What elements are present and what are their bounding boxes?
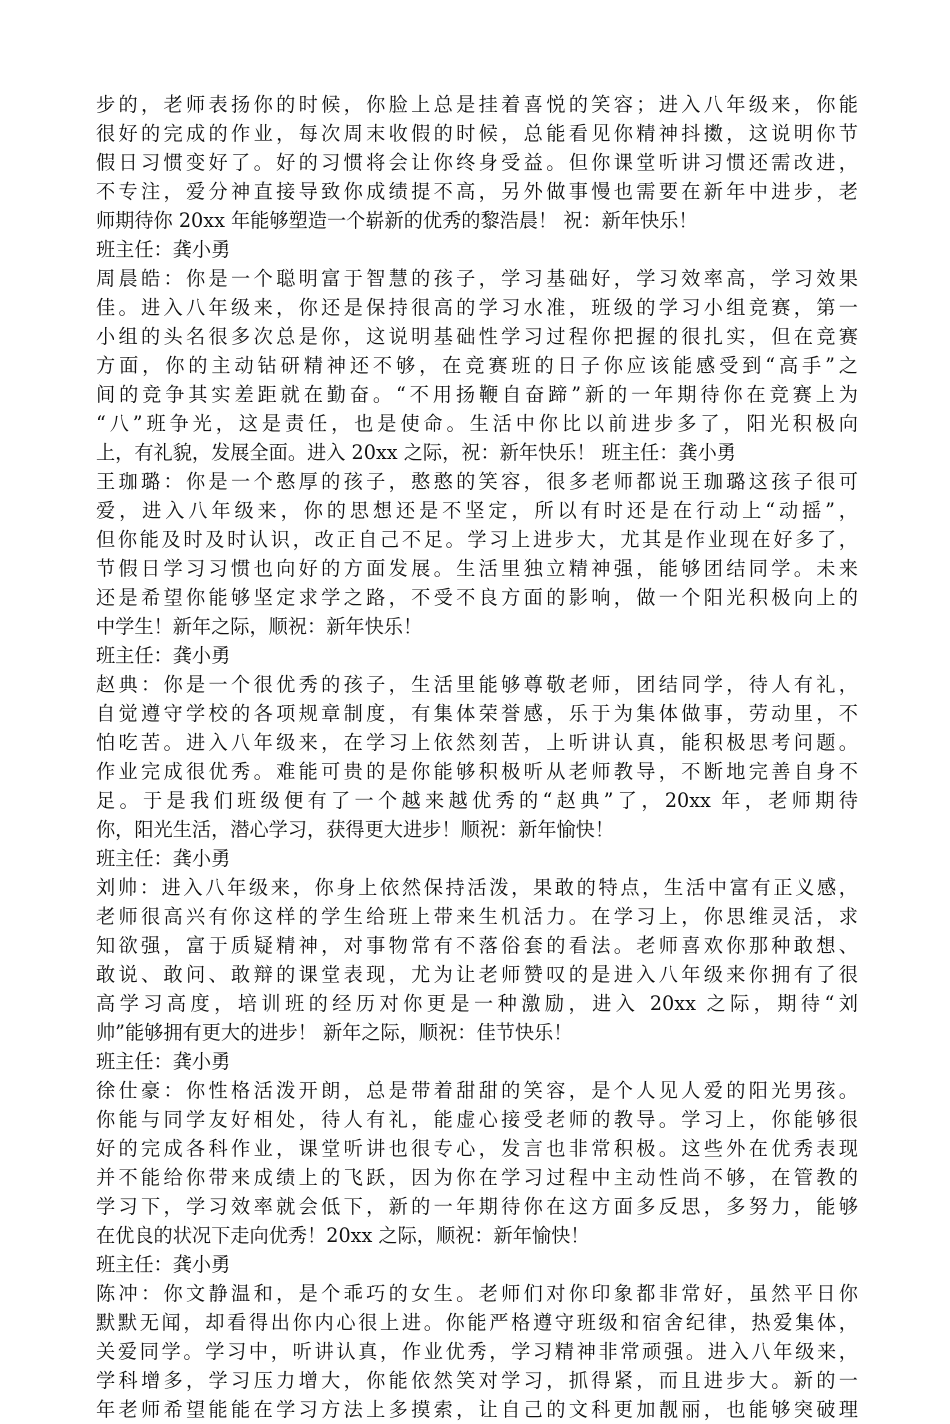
text-line: 爱，进入八年级来，你的思想还是不坚定，所以有时还是在行动上“动摇”， [96,499,858,522]
text-line: 假日习惯变好了。好的习惯将会让你终身受益。但你课堂听讲习惯还需改进， [96,151,858,174]
text-line: 方面，你的主动钻研精神还不够，在竞赛班的日子你应该能感受到“高手”之 [96,354,858,377]
text-line: 小组的头名很多次总是你，这说明基础性学习过程你把握的很扎实，但在竞赛 [96,325,858,348]
text-line: 老师很高兴有你这样的学生给班上带来生机活力。在学习上，你思维灵活，求 [96,905,858,928]
text-line: 关爱同学。学习中，听讲认真，作业优秀，学习精神非常顽强。进入八年级来， [96,1340,858,1363]
text-line: 作业完成很优秀。难能可贵的是你能够积极听从老师教导，不断地完善自身不 [96,760,858,783]
text-line: 年老师希望能能在学习方法上多摸索，让自己的文科更加靓丽，也能够突破理 [96,1398,858,1421]
signature-line: 班主任：龚小勇 [96,644,231,667]
text-line: 足。于是我们班级便有了一个越来越优秀的“赵典”了，20xx 年，老师期待 [96,789,858,812]
signature-line: 班主任：龚小勇 [96,238,231,261]
text-line: 中学生！新年之际，顺祝：新年快乐！ [96,615,423,638]
text-line: 不专注，爱分神直接导致你成绩提不高，另外做事慢也需要在新年中进步，老 [96,180,858,203]
text-line: 周晨皓：你是一个聪明富于智慧的孩子，学习基础好，学习效率高，学习效果 [96,267,858,290]
text-line: 好的完成各科作业，课堂听讲也很专心，发言也非常积极。这些外在优秀表现 [96,1137,858,1160]
text-line: “八”班争光，这是责任，也是使命。生活中你比以前进步多了，阳光积极向 [96,412,858,435]
text-line: 但你能及时及时认识，改正自己不足。学习上进步大，尤其是作业现在好多了， [96,528,858,551]
text-line: 在优良的状况下走向优秀！20xx 之际，顺祝：新年愉快！ [96,1224,590,1247]
text-line: 怕吃苦。进入八年级来，在学习上依然刻苦，上听讲认真，能积极思考问题。 [96,731,858,754]
text-line: 默默无闻，却看得出你内心很上进。你能严格遵守班级和宿舍纪律，热爱集体， [96,1311,858,1334]
text-line: 帅”能够拥有更大的进步！ 新年之际，顺祝：佳节快乐！ [96,1021,573,1044]
signature-line: 班主任：龚小勇 [96,1050,231,1073]
document-page [96,90,858,1424]
text-line: 陈冲：你文静温和，是个乖巧的女生。老师们对你印象都非常好，虽然平日你 [96,1282,858,1305]
text-line: 高学习高度，培训班的经历对你更是一种激励，进入 20xx 之际，期待“刘 [96,992,858,1015]
signature-line: 班主任：龚小勇 [96,847,231,870]
text-line: 刘帅：进入八年级来，你身上依然保持活泼，果敢的特点，生活中富有正义感， [96,876,858,899]
text-line: 徐仕豪：你性格活泼开朗，总是带着甜甜的笑容，是个人见人爱的阳光男孩。 [96,1079,858,1102]
text-line: 师期待你 20xx 年能够塑造一个崭新的优秀的黎浩晨！ 祝：新年快乐！ [96,209,698,232]
text-line: 步的，老师表扬你的时候，你脸上总是挂着喜悦的笑容；进入八年级来，你能 [96,93,858,116]
text-line: 王珈璐：你是一个憨厚的孩子，憨憨的笑容，很多老师都说王珈璐这孩子很可 [96,470,858,493]
text-line: 节假日学习习惯也向好的方面发展。生活里独立精神强，能够团结同学。未来 [96,557,858,580]
text-line: 赵典：你是一个很优秀的孩子，生活里能够尊敬老师，团结同学，待人有礼， [96,673,858,696]
text-line: 敢说、敢问、敢辩的课堂表现，尤为让老师赞叹的是进入八年级来你拥有了很 [96,963,858,986]
text-line: 你，阳光生活，潜心学习，获得更大进步！顺祝：新年愉快！ [96,818,615,841]
text-line: 还是希望你能够坚定求学之路，不受不良方面的影响，做一个阳光积极向上的 [96,586,858,609]
text-line: 你能与同学友好相处，待人有礼，能虚心接受老师的教导。学习上，你能够很 [96,1108,858,1131]
text-line: 间的竞争其实差距就在勤奋。“不用扬鞭自奋蹄”新的一年期待你在竞赛上为 [96,383,858,406]
text-line: 佳。进入八年级来，你还是保持很高的学习水准，班级的学习小组竞赛，第一 [96,296,858,319]
signature-line: 班主任：龚小勇 [96,1253,231,1276]
text-line: 学科增多，学习压力增大，你能依然笑对学习，抓得紧，而且进步大。新的一 [96,1369,858,1392]
text-line: 上，有礼貌，发展全面。进入 20xx 之际，祝：新年快乐！ 班主任：龚小勇 [96,441,736,464]
text-line: 并不能给你带来成绩上的飞跃，因为你在学习过程中主动性尚不够，在管教的 [96,1166,858,1189]
text-line: 很好的完成的作业，每次周末收假的时候，总能看见你精神抖擞，这说明你节 [96,122,858,145]
text-line: 自觉遵守学校的各项规章制度，有集体荣誉感，乐于为集体做事，劳动里，不 [96,702,858,725]
text-line: 学习下，学习效率就会低下，新的一年期待你在这方面多反思，多努力，能够 [96,1195,858,1218]
text-line: 知欲强，富于质疑精神，对事物常有不落俗套的看法。老师喜欢你那种敢想、 [96,934,858,957]
